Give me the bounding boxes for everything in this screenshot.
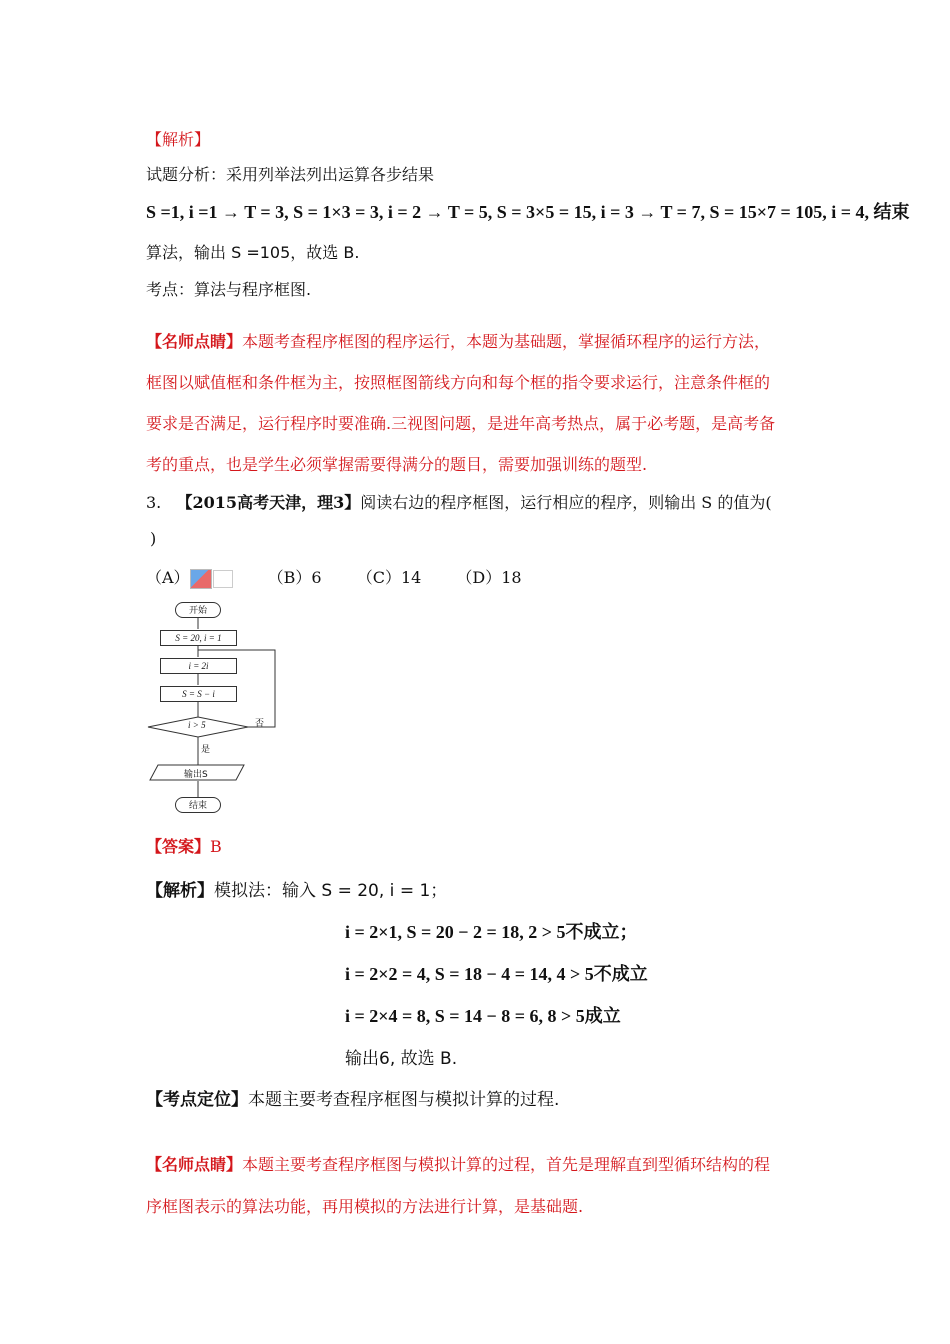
flowchart-init: S = 20, i = 1 — [160, 630, 237, 646]
option-b: （B）6 — [267, 568, 322, 587]
flowchart-step-s: S = S − i — [160, 686, 237, 702]
flowchart-output: 输出S — [184, 770, 208, 780]
mingshi2-text-line-2: 序框图表示的算法功能，再用模拟的方法进行计算，是基础题. — [146, 1197, 584, 1216]
mingshi-paragraph-1 — [146, 329, 770, 352]
mingshi2-text-line-1: 本题主要考查程序框图与模拟计算的过程，首先是理解直到型循环结构的程 — [242, 1155, 771, 1174]
kaodian-dingwei-line — [146, 1085, 559, 1110]
question-stem-end: ) — [150, 529, 157, 548]
jiexi2-intro: 模拟法：输入 S = 20, i = 1； — [214, 881, 448, 901]
mingshi-label: 【名师点睛】 — [146, 332, 243, 351]
jiexi2-line-2: i = 2×2 = 4, S = 18 − 4 = 14, 4 > 5不成立 — [345, 964, 648, 984]
analysis-conclusion: 算法，输出 S =105，故选 B. — [146, 243, 360, 262]
kaodian-dingwei-label: 【考点定位】 — [146, 1090, 248, 1110]
jiexi2-line-1: i = 2×1, S = 20 − 2 = 18, 2 > 5不成立； — [345, 922, 638, 942]
option-d: （D）18 — [456, 568, 522, 587]
kaodian-text: 考点：算法与程序框图. — [146, 280, 312, 299]
mingshi-text-line-1: 本题考查程序框图的程序运行，本题为基础题，掌握循环程序的运行方法， — [242, 332, 771, 351]
image-frame — [213, 570, 233, 588]
mingshi-text-line-3: 要求是否满足，运行程序时要准确.三视图问题，是进年高考热点，属于必考题，是高考备 — [146, 414, 776, 433]
analysis-steps: S =1, i =1 → T = 3, S = 1×3 = 3, i = 2 → T = 5, S = 3×5 = 15, i = 3 → T = 7, S = 15×7 = 105, i = 4, 结束 — [146, 202, 910, 222]
flowchart-yes-label: 是 — [201, 745, 211, 755]
jiexi2-label: 【解析】 — [146, 881, 214, 901]
mingshi-text-line-4: 考的重点，也是学生必须掌握需要得满分的题目，需要加强训练的题型. — [146, 455, 648, 474]
jiexi2-line-4: 输出6, 故选 B. — [345, 1049, 458, 1069]
mingshi2-paragraph — [146, 1152, 770, 1175]
answer-label: 【答案】 — [146, 837, 211, 856]
mingshi-text-line-2: 框图以赋值框和条件框为主，按照框图箭线方向和每个框的指令要求运行，注意条件框的 — [146, 373, 771, 392]
flowchart-step-i: i = 2i — [160, 658, 237, 674]
answer-value: B — [210, 837, 222, 856]
jiexi2-line-3: i = 2×4 = 8, S = 14 − 8 = 6, 8 > 5成立 — [345, 1006, 621, 1026]
question-source: 【2015高考天津，理3】 — [176, 493, 361, 512]
kaodian-dingwei-text: 本题主要考查程序框图与模拟计算的过程. — [248, 1090, 560, 1110]
option-a: （A） — [146, 568, 190, 587]
answer-line — [146, 834, 222, 857]
broken-image-icon — [190, 569, 212, 589]
jiexi2-intro-line — [146, 876, 447, 901]
question-number: 3. — [146, 493, 162, 512]
question-options — [146, 565, 522, 589]
mingshi2-label: 【名师点睛】 — [146, 1155, 243, 1174]
question-stem — [146, 490, 772, 513]
flowchart-connectors — [140, 595, 290, 820]
option-c: （C）14 — [356, 568, 422, 587]
analysis-heading: 【解析】 — [146, 130, 211, 149]
flowchart-end: 结束 — [175, 797, 221, 813]
analysis-text: 试题分析：采用列举法列出运算各步结果 — [146, 165, 435, 184]
flowchart — [140, 595, 290, 820]
flowchart-no-label: 否 — [255, 719, 265, 729]
flowchart-condition: i > 5 — [188, 720, 206, 730]
flowchart-start: 开始 — [175, 602, 221, 618]
question-text: 阅读右边的程序框图，运行相应的程序，则输出 S 的值为( — [360, 493, 772, 512]
